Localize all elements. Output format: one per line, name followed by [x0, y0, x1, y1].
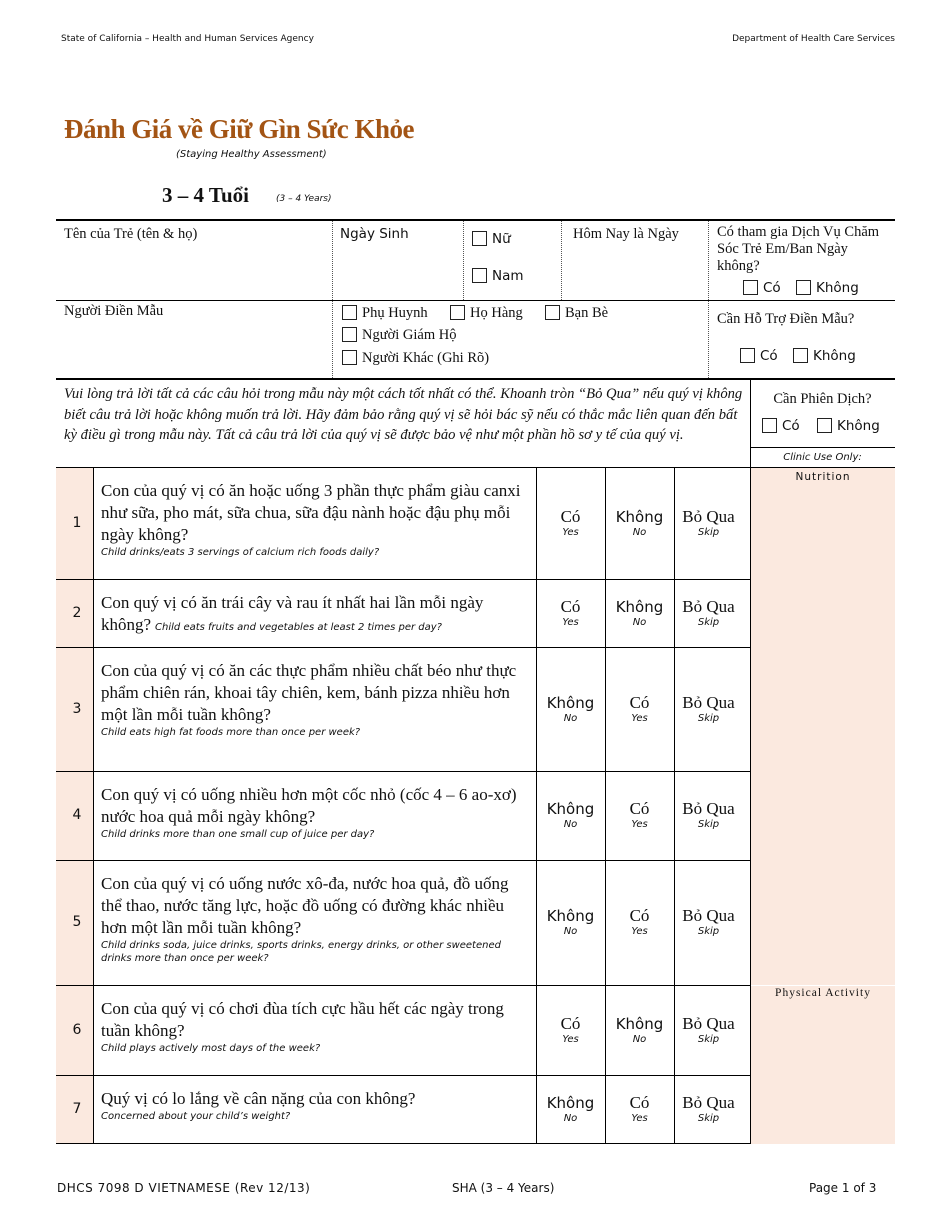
answer-label-vn: Không — [615, 1014, 664, 1033]
help-no-option[interactable] — [793, 348, 856, 364]
parent-option[interactable] — [342, 305, 428, 322]
answer-label-en: No — [632, 616, 647, 628]
question-text-en: Child drinks/eats 3 servings of calcium rich foods daily? — [101, 547, 380, 558]
info-table-top-rule — [56, 219, 895, 221]
question-number: 3 — [72, 700, 82, 717]
answer-option[interactable] — [605, 1015, 674, 1047]
question-col-rule — [93, 580, 94, 647]
question-text — [101, 784, 531, 841]
answer-label-en: Skip — [697, 526, 720, 538]
help-yes-label: Có — [760, 348, 778, 364]
question-number: 6 — [72, 1021, 82, 1038]
divider — [561, 221, 562, 300]
answer-label-vn: Có — [629, 692, 650, 712]
question-text-vn: Con của quý vị có uống nước xô-đa, nước hoa quả, đồ uống thể thao, nước tăng lực, hoặc đồ uống có đường khác nhiều hơn một lần mỗi tuần không? — [101, 874, 509, 937]
answer-label-en: No — [632, 526, 647, 538]
age-group-en: (3 – 4 Years) — [276, 194, 332, 204]
interpreter-no-checkbox[interactable] — [817, 418, 832, 433]
department-header: Department of Health Care Services — [732, 34, 895, 44]
footer-page: Page 1 of 3 — [809, 1181, 877, 1195]
question-text — [101, 660, 531, 739]
daycare-no-option[interactable] — [796, 280, 859, 296]
answer-label-vn: Bỏ Qua — [682, 799, 735, 818]
help-yes-checkbox[interactable] — [740, 348, 755, 363]
question-text-vn: Con của quý vị có chơi đùa tích cực hầu hết các ngày trong tuần không? — [101, 999, 504, 1040]
question-number: 1 — [72, 514, 82, 531]
divider — [463, 221, 464, 300]
daycare-yes-checkbox[interactable] — [743, 280, 758, 295]
answer-option[interactable] — [674, 694, 743, 726]
question-text-en: Child plays actively most days of the week? — [101, 1043, 321, 1054]
answer-label-vn: Có — [560, 506, 581, 526]
answer-label-vn: Bỏ Qua — [682, 1092, 735, 1112]
answer-option[interactable] — [536, 1015, 605, 1047]
questions-top-rule — [56, 467, 750, 468]
clinic-panel-rule — [751, 467, 895, 468]
answer-option[interactable] — [536, 694, 605, 726]
clinic-section-divider — [751, 985, 895, 986]
question-text-vn: Con quý vị có uống nhiều hơn một cốc nhỏ (cốc 4 – 6 ao-xơ) nước hoa quả mỗi ngày không? — [101, 785, 517, 826]
footer-center: SHA (3 – 4 Years) — [452, 1181, 555, 1195]
footer-form-id: DHCS 7098 D VIETNAMESE (Rev 12/13) — [57, 1181, 311, 1195]
answer-label-en: Skip — [697, 616, 720, 628]
male-option[interactable] — [472, 268, 524, 284]
relative-label: Họ Hàng — [470, 305, 523, 321]
daycare-question: Có tham gia Dịch Vụ Chăm Sóc Trẻ Em/Ban Ngày không? — [717, 224, 880, 274]
answer-option[interactable] — [605, 508, 674, 540]
answer-label-en: Yes — [562, 1033, 579, 1045]
answer-option[interactable] — [605, 694, 674, 726]
interpreter-yes-label: Có — [782, 418, 800, 434]
daycare-no-label: Không — [816, 280, 859, 296]
answer-label-vn: Có — [560, 1013, 581, 1033]
answer-label-vn: Không — [546, 1093, 595, 1112]
parent-label: Phụ Huynh — [362, 305, 428, 321]
question-text-en: Child drinks more than one small cup of juice per day? — [101, 829, 375, 840]
answer-label-vn: Có — [560, 596, 581, 616]
divider — [332, 221, 333, 378]
answer-label-en: Skip — [697, 926, 720, 937]
daycare-no-checkbox[interactable] — [796, 280, 811, 295]
answer-label-en: Skip — [697, 819, 720, 830]
answer-label-vn: Bỏ Qua — [682, 506, 735, 526]
answer-label-en: Yes — [562, 616, 579, 628]
question-col-rule — [93, 861, 94, 985]
interpreter-question: Cần Phiên Dịch? — [773, 391, 872, 407]
question-text — [101, 998, 531, 1055]
today-date-label: Hôm Nay là Ngày — [573, 226, 679, 242]
friend-checkbox[interactable] — [545, 305, 560, 320]
interpreter-yes-checkbox[interactable] — [762, 418, 777, 433]
answer-label-en: No — [563, 1112, 578, 1124]
form-title: Đánh Giá về Giữ Gìn Sức Khỏe — [64, 114, 414, 144]
answer-option[interactable] — [674, 1015, 743, 1047]
other-option[interactable] — [342, 350, 489, 367]
answer-label-vn: Bỏ Qua — [682, 692, 735, 712]
female-option[interactable] — [472, 231, 511, 247]
answer-label-en: No — [563, 819, 578, 830]
agency-header: State of California – Health and Human Services Agency — [61, 34, 314, 44]
question-col-rule — [93, 772, 94, 860]
clinic-use-panel — [751, 467, 895, 1144]
help-no-label: Không — [813, 348, 856, 364]
answer-label-en: Yes — [562, 526, 579, 538]
answer-label-vn: Có — [629, 799, 650, 818]
help-question: Cần Hỗ Trợ Điền Mẫu? — [717, 311, 855, 327]
answer-label-vn: Không — [546, 907, 595, 925]
child-name-label: Tên của Trẻ (tên & họ) — [64, 226, 198, 242]
answer-option[interactable] — [536, 508, 605, 540]
question-text — [101, 480, 531, 559]
answer-label-en: No — [632, 1033, 647, 1045]
interpreter-no-option[interactable] — [817, 418, 880, 434]
relative-checkbox[interactable] — [450, 305, 465, 320]
question-text-en: Child eats high fat foods more than once per week? — [101, 727, 361, 738]
answer-label-vn: Không — [615, 507, 664, 526]
daycare-yes-option[interactable] — [743, 280, 781, 296]
answer-label-en: Skip — [697, 1033, 720, 1045]
answer-label-vn: Bỏ Qua — [682, 1013, 735, 1033]
answer-option[interactable] — [605, 907, 674, 939]
question-col-rule — [93, 986, 94, 1075]
answer-label-en: No — [563, 712, 578, 724]
question-row-rule — [56, 647, 750, 648]
answer-label-en: Skip — [697, 1112, 720, 1124]
divider — [708, 221, 709, 378]
answer-option[interactable] — [536, 800, 605, 832]
guardian-label: Người Giám Hộ — [362, 327, 457, 343]
form-subtitle: (Staying Healthy Assessment) — [176, 149, 327, 160]
interpreter-no-label: Không — [837, 418, 880, 434]
answer-label-vn: Không — [615, 597, 664, 616]
male-label: Nam — [492, 268, 524, 284]
answer-label-en: Skip — [697, 712, 720, 724]
clinic-nutrition-label: Nutrition — [795, 471, 851, 483]
answer-label-vn: Có — [629, 1092, 650, 1112]
question-text-vn: Con của quý vị có ăn hoặc uống 3 phần thực phẩm giàu canxi như sữa, pho mát, sữa chua, sữa đậu nành hoặc đậu phụ mỗi ngày không? — [101, 481, 521, 544]
answer-option[interactable] — [674, 907, 743, 939]
answer-option[interactable] — [605, 1094, 674, 1126]
interpreter-yes-option[interactable] — [762, 418, 800, 434]
dob-label: Ngày Sinh — [340, 226, 409, 242]
question-col-rule — [93, 1076, 94, 1143]
friend-option[interactable] — [545, 305, 608, 322]
question-row-rule — [56, 1143, 750, 1144]
answer-option[interactable] — [674, 508, 743, 540]
female-checkbox[interactable] — [472, 231, 487, 246]
answer-label-vn: Bỏ Qua — [682, 596, 735, 616]
answer-label-vn: Bỏ Qua — [682, 906, 735, 925]
question-col-rule — [93, 468, 94, 579]
answer-label-en: Yes — [631, 712, 648, 724]
answer-label-en: Yes — [631, 926, 648, 937]
answer-label-en: Yes — [631, 1112, 648, 1124]
interpreter-bottom-rule — [750, 447, 895, 448]
guardian-checkbox[interactable] — [342, 327, 357, 342]
question-number: 2 — [72, 604, 82, 621]
answer-option[interactable] — [674, 598, 743, 630]
clinic-physical-label: Physical Activity — [775, 987, 871, 999]
answer-label-en: No — [563, 926, 578, 937]
instructions: Vui lòng trả lời tất cả các câu hỏi trong mẫu này một cách tốt nhất có thể. Khoanh tròn “Bỏ Qua” nếu quý vị không biết câu trả lời hoặc không muốn trả lời. Hãy đảm bảo rằng quý vị sẽ hỏi bác sỹ nếu có thắc mắc liên quan đến bất kỳ điều gì trong mẫu này. Tất cả câu trả lời của quý vị sẽ được bảo vệ như một phần hồ sơ y tế của quý vị. — [64, 386, 743, 443]
answer-option[interactable] — [605, 598, 674, 630]
question-text-en: Concerned about your child’s weight? — [101, 1111, 291, 1122]
help-yes-option[interactable] — [740, 348, 778, 364]
question-text-vn: Quý vị có lo lắng về cân nặng của con không? — [101, 1089, 416, 1108]
answer-option[interactable] — [536, 598, 605, 630]
question-text — [101, 873, 531, 965]
parent-checkbox[interactable] — [342, 305, 357, 320]
answer-option[interactable] — [674, 1094, 743, 1126]
question-number: 5 — [72, 914, 82, 930]
female-label: Nữ — [492, 231, 511, 247]
question-text-en: Child eats fruits and vegetables at least 2 times per day? — [155, 622, 442, 633]
question-row-rule — [56, 771, 750, 772]
answer-option[interactable] — [536, 907, 605, 939]
answer-option[interactable] — [605, 800, 674, 832]
daycare-yes-label: Có — [763, 280, 781, 296]
question-col-rule — [93, 648, 94, 771]
question-row-rule — [56, 1075, 750, 1076]
other-checkbox[interactable] — [342, 350, 357, 365]
filled-by-label: Người Điền Mẫu — [64, 303, 164, 319]
question-row-rule — [56, 579, 750, 580]
friend-label: Bạn Bè — [565, 305, 609, 321]
question-number: 7 — [72, 1100, 82, 1117]
answer-label-vn: Không — [546, 800, 595, 818]
info-table-bottom-rule — [56, 378, 895, 380]
question-text-vn: Con của quý vị có ăn các thực phẩm nhiều chất béo như thực phẩm chiên rán, khoai tây chiên, kem, bánh pizza nhiều hơn một lần mỗi tuần không? — [101, 661, 517, 724]
help-no-checkbox[interactable] — [793, 348, 808, 363]
answer-label-vn: Có — [629, 906, 650, 925]
question-text — [101, 1088, 531, 1123]
question-row-rule — [56, 860, 750, 861]
age-group: 3 – 4 Tuổi — [162, 183, 249, 207]
question-row-rule — [56, 985, 750, 986]
question-text-vn: Con quý vị có ăn trái cây và rau ít nhất hai lần mỗi ngày không? — [101, 593, 484, 634]
answer-label-en: Yes — [631, 819, 648, 830]
answer-option[interactable] — [536, 1094, 605, 1126]
question-number: 4 — [72, 807, 82, 823]
question-text-en: Child drinks soda, juice drinks, sports drinks, energy drinks, or other sweetened drinks more than once per week? — [101, 940, 501, 964]
info-table-mid-rule — [56, 300, 895, 301]
answer-label-vn: Không — [546, 693, 595, 712]
answer-option[interactable] — [674, 800, 743, 832]
question-text — [101, 592, 531, 639]
male-checkbox[interactable] — [472, 268, 487, 283]
relative-option[interactable] — [450, 305, 523, 322]
other-label: Người Khác (Ghi Rõ) — [362, 350, 490, 366]
clinic-use-title: Clinic Use Only: — [783, 452, 862, 463]
guardian-option[interactable] — [342, 327, 456, 344]
